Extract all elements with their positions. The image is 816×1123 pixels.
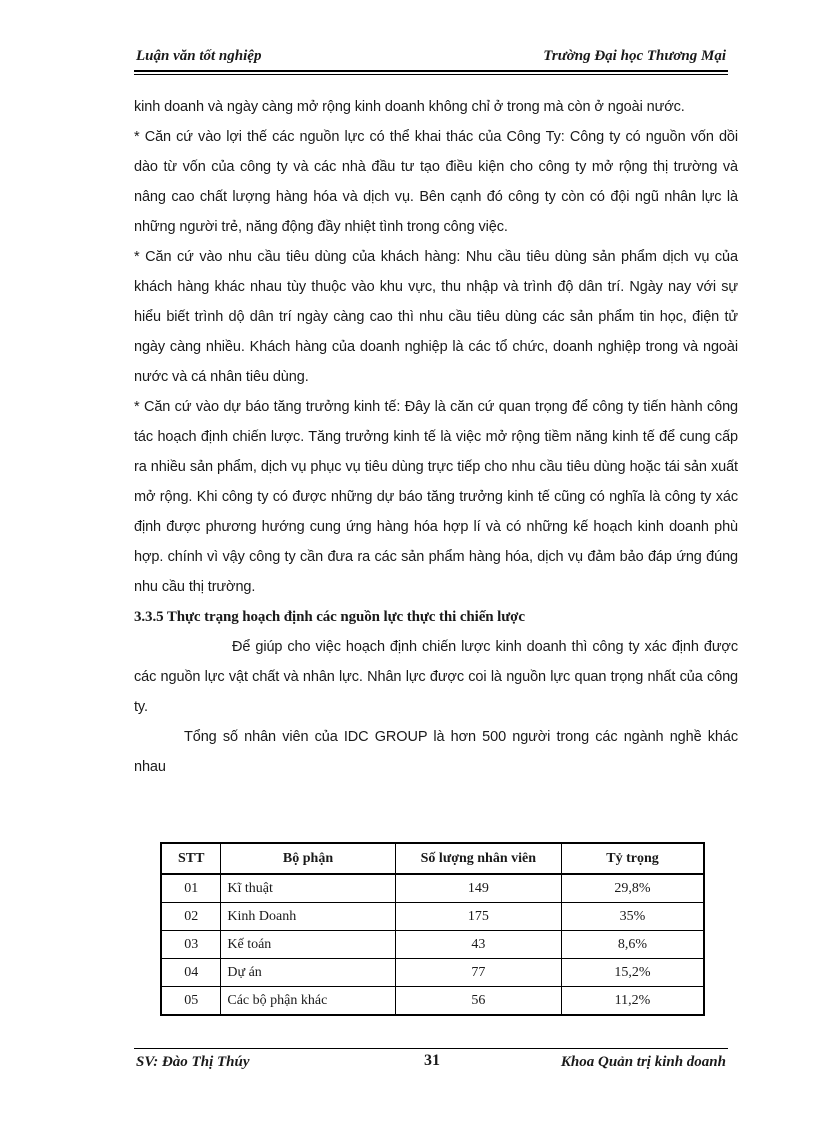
cell-department: Các bộ phận khác <box>221 987 395 1016</box>
table-row <box>161 874 704 903</box>
cell-ratio: 11,2% <box>562 987 705 1016</box>
cell-staff-count: 43 <box>395 931 561 959</box>
cell-stt: 02 <box>161 903 221 931</box>
cell-stt: 05 <box>161 987 221 1016</box>
cell-ratio: 29,8% <box>562 874 705 903</box>
cell-staff-count: 175 <box>395 903 561 931</box>
column-header-stt: STT <box>161 843 221 874</box>
header-rule <box>134 70 728 72</box>
footer-rule <box>134 1048 728 1049</box>
cell-staff-count: 56 <box>395 987 561 1016</box>
cell-department: Kinh Doanh <box>221 903 395 931</box>
table-header-row <box>161 843 704 874</box>
column-header-department: Bộ phận <box>221 843 395 874</box>
paragraph-employee-total: Tổng số nhân viên của IDC GROUP là hơn 500 người trong các ngành nghề khác nhau <box>134 729 738 775</box>
cell-stt: 03 <box>161 931 221 959</box>
page-header <box>134 48 728 74</box>
header-university: Trường Đại học Thương Mại <box>543 48 726 64</box>
cell-ratio: 8,6% <box>562 931 705 959</box>
paragraph-economic-forecast: * Căn cứ vào dự báo tăng trưởng kinh tế: Đây là căn cứ quan trọng để công ty tiến hành công tác hoạch định chiến lược. Tăng trưởng kinh tế là việc mở rộng tiềm năng kinh tế để cung cấp ra nhiều sản phẩm, dịch vụ phục vụ tiêu dùng trực tiếp cho nhu cầu tiêu dùng hoặc tái sản xuất mở rộng. Khi công ty có được những dự báo tăng trưởng kinh tế cũng có nghĩa là công ty xác định được phương hướng cung ứng hàng hóa hợp lí và có những kế hoạch kinh doanh phù hợp. chính vì vậy công ty cần đưa ra các sản phẩm hàng hóa, dịch vụ đảm bảo đáp ứng đúng nhu cầu thị trường. <box>134 399 738 595</box>
paragraph-continuation: kinh doanh và ngày càng mở rộng kinh doanh không chỉ ở trong mà còn ở ngoài nước. <box>134 99 685 115</box>
section-heading: 3.3.5 Thực trạng hoạch định các nguồn lực thực thi chiến lược <box>134 609 525 625</box>
page-number: 31 <box>424 1052 440 1069</box>
cell-ratio: 35% <box>562 903 705 931</box>
page-footer <box>134 1048 728 1078</box>
header-rule-thin <box>134 74 728 75</box>
table-row <box>161 959 704 987</box>
table-row <box>161 987 704 1016</box>
cell-department: Kế toán <box>221 931 395 959</box>
table-row <box>161 903 704 931</box>
cell-stt: 01 <box>161 874 221 903</box>
cell-staff-count: 149 <box>395 874 561 903</box>
footer-faculty: Khoa Quản trị kinh doanh <box>560 1054 726 1070</box>
staff-table <box>160 842 705 1016</box>
cell-ratio: 15,2% <box>562 959 705 987</box>
paragraph-customer-demand: * Căn cứ vào nhu cầu tiêu dùng của khách hàng: Nhu cầu tiêu dùng sản phẩm dịch vụ của khách hàng khác nhau tùy thuộc vào khu vực, thu nhập và trình độ dân trí. Ngày nay với sự hiểu biết trình dộ dân trí ngày càng cao thì nhu cầu tiêu dùng các sản phẩm tin học, điện tử ngày càng nhiều. Khách hàng của doanh nghiệp là các tổ chức, doanh nghiệp trong và ngoài nước và cá nhân tiêu dùng. <box>134 249 738 385</box>
column-header-ratio: Tỷ trọng <box>562 843 705 874</box>
cell-stt: 04 <box>161 959 221 987</box>
paragraph-resource-planning: Để giúp cho việc hoạch định chiến lược kinh doanh thì công ty xác định được các nguồn lực vật chất và nhân lực. Nhân lực được coi là nguồn lực quan trọng nhất của công ty. <box>134 639 738 715</box>
column-header-staff-count: Số lượng nhân viên <box>395 843 561 874</box>
table-row <box>161 931 704 959</box>
cell-department: Kĩ thuật <box>221 874 395 903</box>
paragraph-resources: * Căn cứ vào lợi thế các nguồn lực có thể khai thác của Công Ty: Công ty có nguồn vốn dồi dào từ vốn của công ty và các nhà đầu tư tạo điều kiện cho công ty mở rộng thị trường và nâng cao chất lượng hàng hóa và dịch vụ. Bên cạnh đó công ty còn có đội ngũ nhân lực là những người trẻ, năng động đầy nhiệt tình trong công việc. <box>134 129 738 235</box>
cell-staff-count: 77 <box>395 959 561 987</box>
footer-student-name: SV: Đào Thị Thúy <box>136 1054 250 1070</box>
body-text <box>134 92 738 782</box>
staff-table-container <box>160 842 705 1016</box>
header-thesis-title: Luận văn tốt nghiệp <box>136 48 262 64</box>
cell-department: Dự án <box>221 959 395 987</box>
